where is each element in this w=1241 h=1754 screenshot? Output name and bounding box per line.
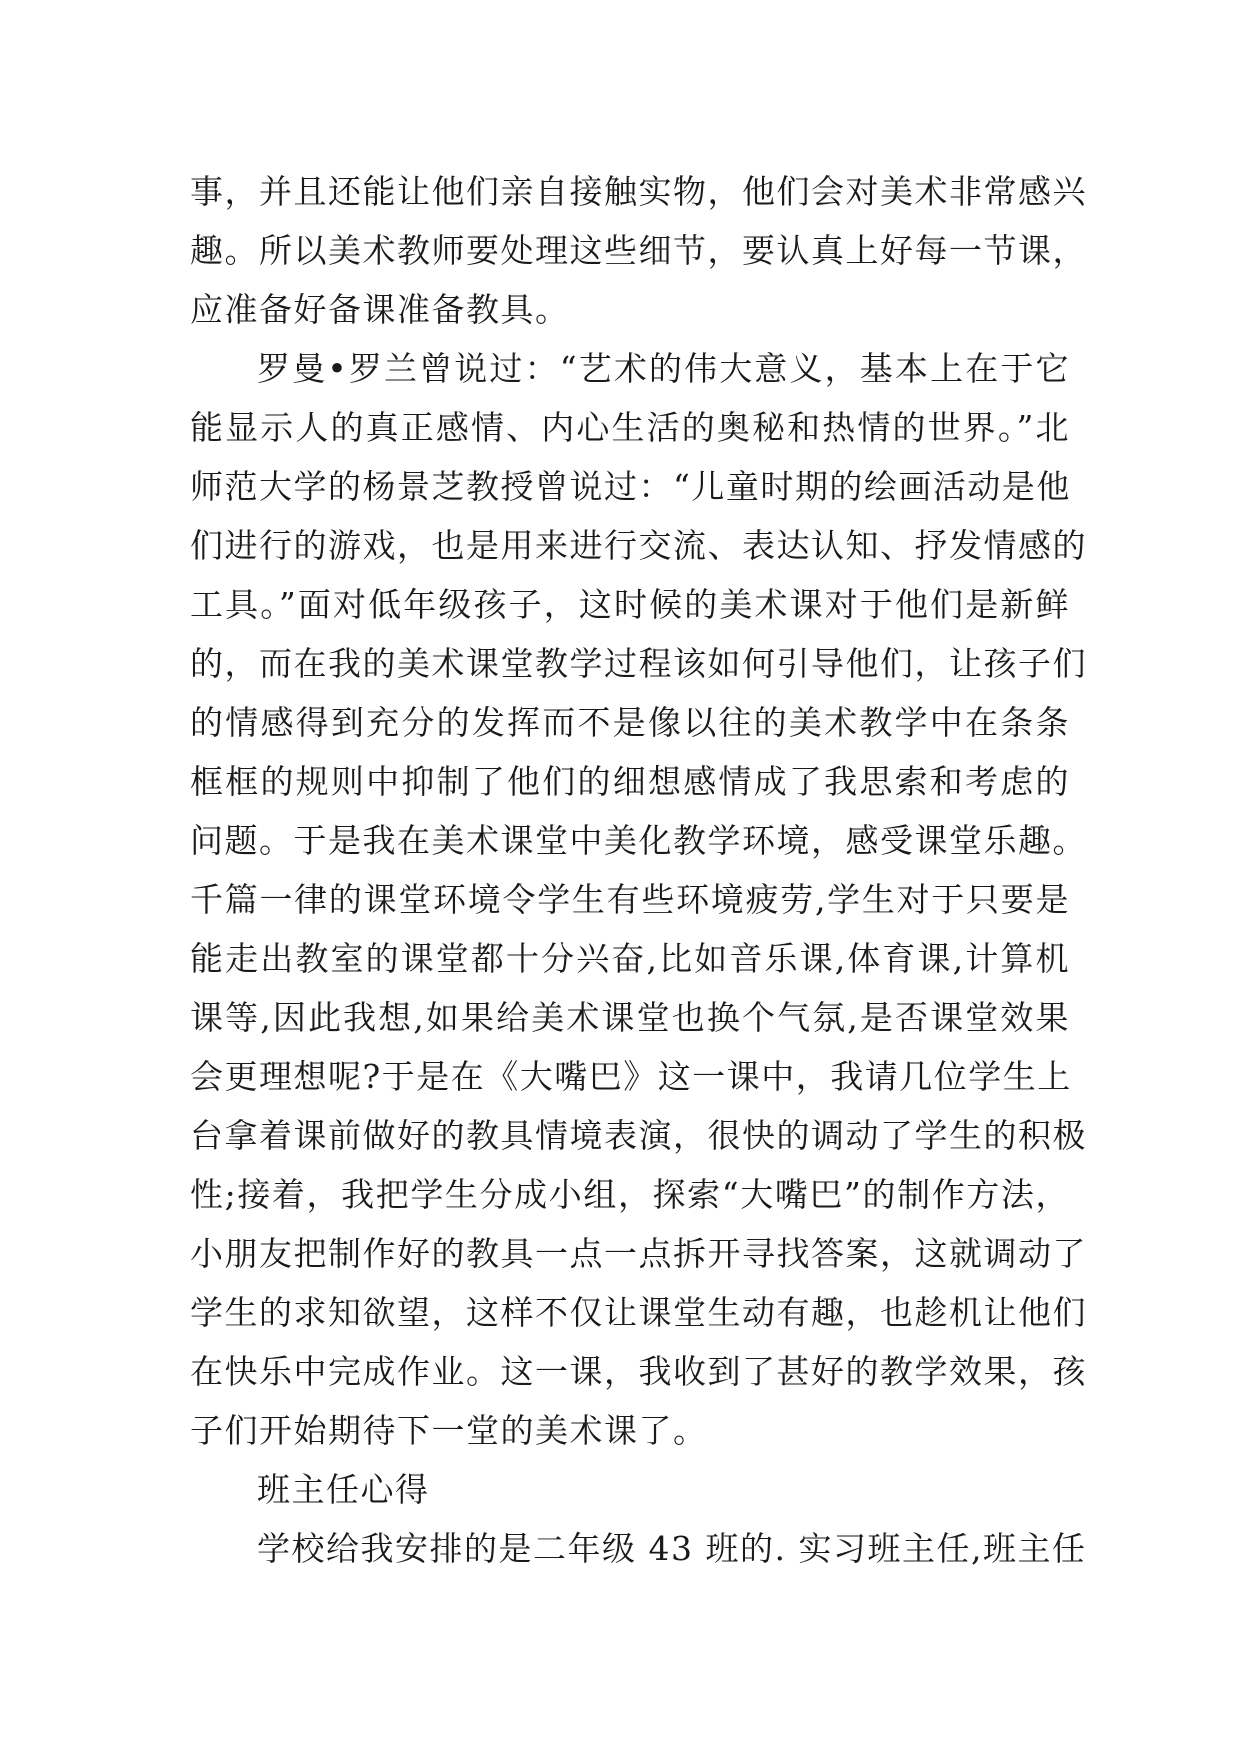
text-line: 趣。所以美术教师要处理这些细节，要认真上好每一节课， [190,231,1087,270]
text-line: 框框的规则中抑制了他们的细想感情成了我思索和考虑的 [190,762,1070,801]
text-line: 的情感得到充分的发挥而不是像以往的美术教学中在条条 [190,703,1070,742]
document-body [190,162,1087,1578]
text-line: 千篇一律的课堂环境令学生有些环境疲劳,学生对于只要是 [190,880,1070,919]
text-line: 的，而在我的美术课堂教学过程该如何引导他们，让孩子们 [190,644,1087,683]
text-line: 能显示人的真正感情、内心生活的奥秘和热情的世界。”北 [190,408,1070,447]
text-line: 台拿着课前做好的教具情境表演，很快的调动了学生的积极 [190,1116,1087,1155]
text-line: 工具。”面对低年级孩子，这时候的美术课对于他们是新鲜 [190,585,1070,624]
text-line: 小朋友把制作好的教具一点一点拆开寻找答案，这就调动了 [190,1234,1087,1273]
paragraph-first-line: 学校给我安排的是二年级 43 班的. 实习班主任,班主任 [257,1529,1087,1568]
text-line: 子们开始期待下一堂的美术课了。 [190,1411,708,1450]
text-line: 课等,因此我想,如果给美术课堂也换个气氛,是否课堂效果 [190,998,1070,1037]
text-line: 们进行的游戏，也是用来进行交流、表达认知、抒发情感的 [190,526,1087,565]
text-line: 师范大学的杨景芝教授曾说过：“儿童时期的绘画活动是他 [190,467,1071,506]
text-line: 学生的求知欲望，这样不仅让课堂生动有趣，也趁机让他们 [190,1293,1087,1332]
text-line: 性;接着，我把学生分成小组，探索“大嘴巴”的制作方法， [190,1175,1070,1214]
text-line: 问题。于是我在美术课堂中美化教学环境，感受课堂乐趣。 [190,821,1087,860]
section-heading: 班主任心得 [257,1470,430,1509]
text-line: 事，并且还能让他们亲自接触实物，他们会对美术非常感兴 [190,172,1087,211]
text-line: 应准备好备课准备教具。 [190,290,570,329]
text-line: 会更理想呢?于是在《大嘴巴》这一课中，我请几位学生上 [190,1057,1072,1096]
text-line: 能走出教室的课堂都十分兴奋,比如音乐课,体育课,计算机 [190,939,1070,978]
text-line: 在快乐中完成作业。这一课，我收到了甚好的教学效果，孩 [190,1352,1087,1391]
paragraph-first-line: 罗曼•罗兰曾说过：“艺术的伟大意义，基本上在于它 [257,349,1070,388]
